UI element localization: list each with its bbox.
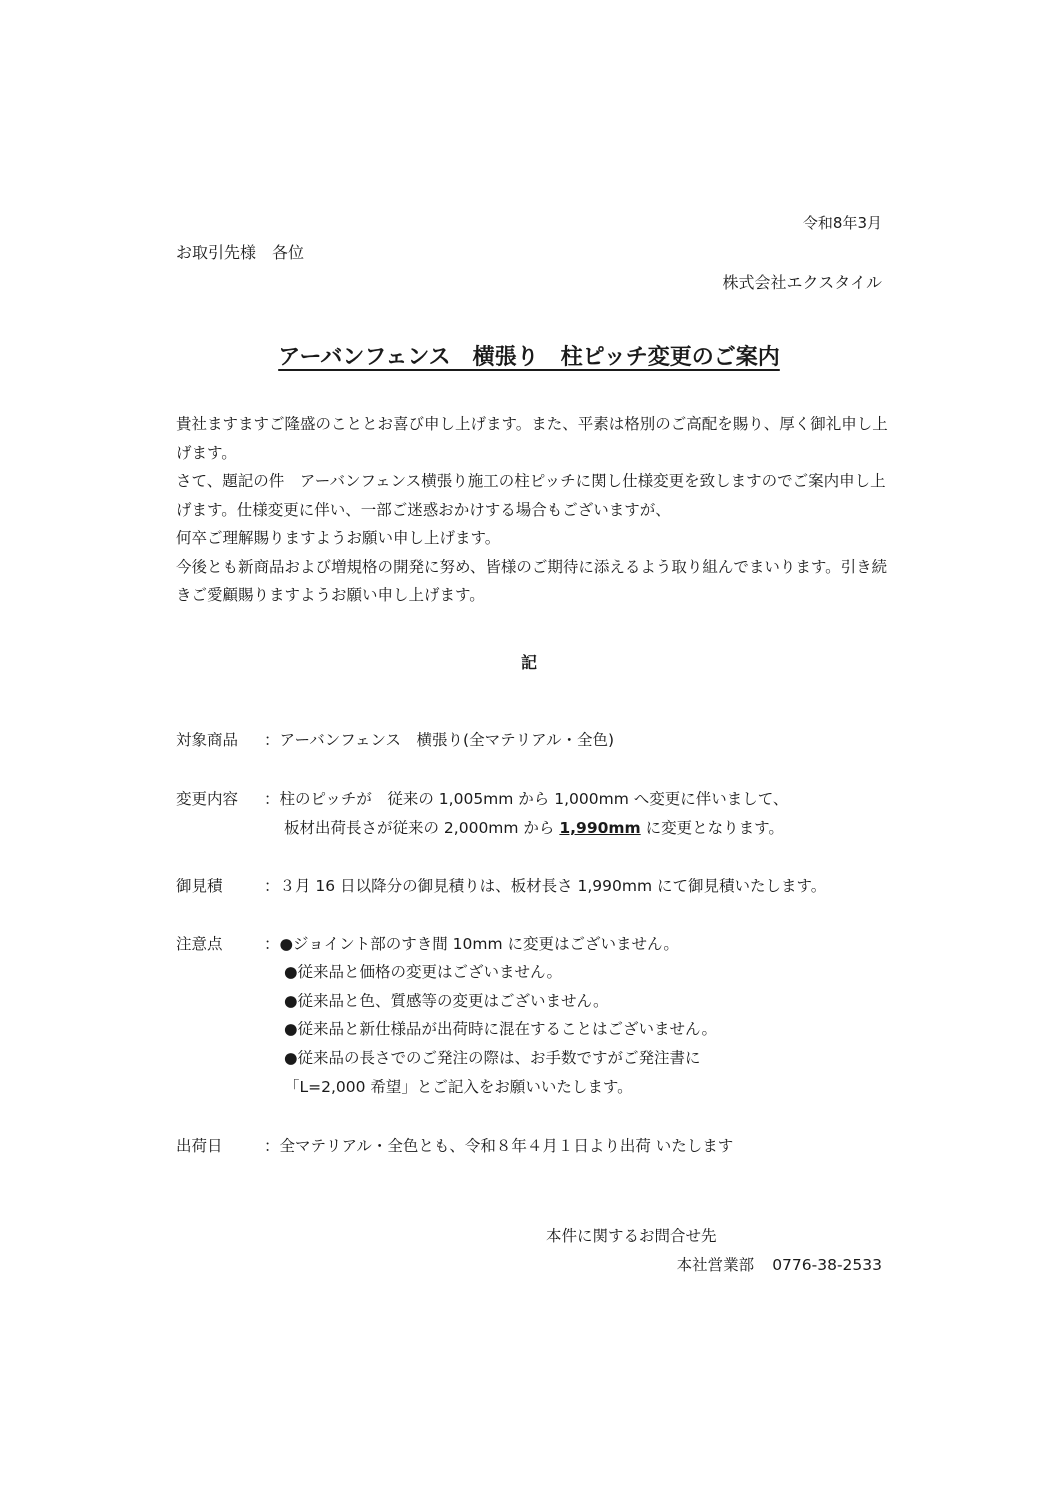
document-date: 令和8年3月 [802, 214, 882, 232]
document-title [0, 340, 1058, 371]
body-paragraph-greeting: 貴社ますますご隆盛のこととお喜び申し上げます。また、平素は格別のご高配を賜り、厚く御礼申し上げます。 [176, 415, 888, 462]
ki-heading: 記 [520, 653, 537, 672]
change-line2-post: に変更となります。 [640, 819, 784, 837]
body-text [176, 410, 888, 610]
estimate-value: ：３月 16 日以降分の御見積りは、板材長さ 1,990mm にて御見積いたします。 [264, 877, 827, 895]
change-details-line1: ：柱のピッチが 従来の 1,005mm から 1,000mm へ変更に伴いまして、 [264, 790, 789, 808]
notes-label: 注意点 [176, 935, 223, 953]
body-paragraph-closing: 今後とも新商品および増規格の開発に努め、皆様のご期待に添えるよう取り組んでまいります。引き続きご愛顧賜りますようお願い申し上げます。 [176, 557, 888, 604]
new-length-value: 1,990mm [559, 819, 641, 837]
change-details-line2 [284, 816, 784, 838]
change-details-label: 変更内容 [176, 790, 239, 808]
body-paragraph-notice: さて、題記の件 アーバンフェンス横張り施工の柱ピッチに関し仕様変更を致しますのでご案内申し上げます。仕様変更に伴い、一部ご迷惑おかけする場合もございますが、 [176, 472, 886, 519]
notes-item-mixed: ●従来品と新仕様品が出荷時に混在することはございません。 [284, 1020, 717, 1038]
contact-heading: 本件に関するお問合せ先 [546, 1227, 717, 1245]
target-product-label: 対象商品 [176, 731, 239, 749]
contact-department: 本社営業部 [676, 1256, 755, 1274]
estimate-label: 御見積 [176, 877, 223, 895]
shipping-date-label: 出荷日 [176, 1137, 223, 1155]
change-line2-pre: 板材出荷長さが従来の 2,000mm から [284, 819, 560, 837]
shipping-date-value: ：全マテリアル・全色とも、令和８年４月１日より出荷 いたします [264, 1137, 734, 1155]
notes-item-order-cont: 「L=2,000 希望」とご記入をお願いいたします。 [284, 1078, 633, 1096]
recipient: お取引先様 各位 [176, 243, 305, 262]
company-name: 株式会社エクスタイル [722, 273, 882, 292]
target-product-value: ：アーバンフェンス 横張り(全マテリアル・全色) [264, 731, 614, 749]
contact-info [677, 1253, 882, 1275]
body-paragraph-request: 何卒ご理解賜りますようお願い申し上げます。 [176, 529, 501, 547]
notes-item-joint: ：●ジョイント部のすき間 10mm に変更はございません。 [264, 935, 679, 953]
notes-item-order: ●従来品の長さでのご発注の際は、お手数ですがご発注書に [284, 1049, 701, 1067]
document-title-text: アーバンフェンス 横張り 柱ピッチ変更のご案内 [278, 345, 780, 370]
contact-phone: 0776-38-2533 [772, 1256, 882, 1274]
notes-item-price: ●従来品と価格の変更はございません。 [284, 963, 562, 981]
notes-item-color: ●従来品と色、質感等の変更はございません。 [284, 992, 609, 1010]
